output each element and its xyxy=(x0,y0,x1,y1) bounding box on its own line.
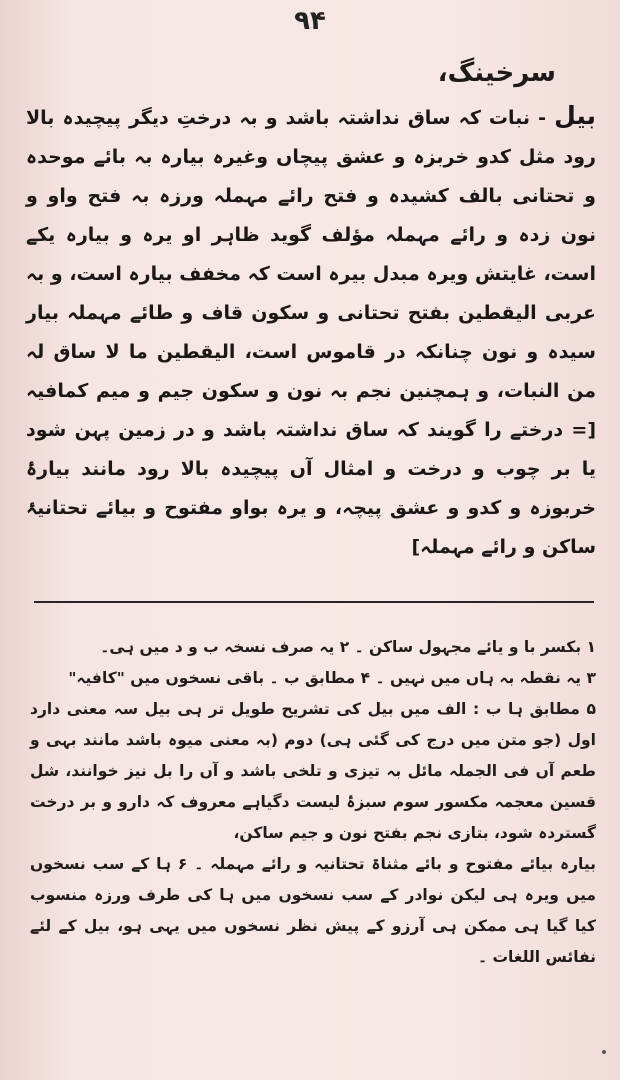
footnote-divider xyxy=(34,601,594,603)
footnote-line: ۱ بکسر با و یائے مجہول ساکن ۔ ۲ یہ صرف نسخہ ب و د میں ہی۔ xyxy=(100,638,596,656)
entry-text xyxy=(26,96,596,567)
entry-paragraph xyxy=(26,96,596,567)
page-speck xyxy=(602,1050,606,1054)
footnote-line: ۵ مطابق ہا ب : الف میں بیل کی تشریح طویل تر ہی بیل سہ معنی دارد اول (جو متن میں درج کی گئی ہی) دوم (بہ معنی میوہ باشد مانند بہی و طعم آں فی الجملہ مائل بہ تیزی و تلخی باشد و آں را بل نیز خوانند، شل قسین معجمہ مکسور سوم سبزۂ لیست دگیاہے معروف کہ دارو و بر درخت گستردہ شود، بتازی نجم بفتح نون و جیم ساکن، xyxy=(30,700,596,842)
entry-headword: بیل xyxy=(554,101,596,130)
footnotes xyxy=(30,632,596,973)
entry-body: - نبات کہ ساق نداشتہ باشد و بہ درختِ دیگر پیچیدہ بالا رود مثل کدو خربزہ و عشق پیچاں وغیرہ بیارہ بہ بائے موحدہ و تحتانی بالف کشیدہ و فتح رائے مہملہ ورزہ بہ فتح واو و نون زدہ و رائے مہملہ مؤلف گوید ظاہر او یرہ و بیارہ یکے است، غایتش ویرہ مبدل بیرہ است کہ مخفف بیارہ است، و بہ عربی الیقطین بفتح تحتانی و سکون قاف و طائے مہملہ بیار سیدہ و نون چنانکہ در قاموس است، الیقطین ما لا ساق لہ من النبات، و ہمچنین نجم بہ نون و سکون جیم و میم کمافیہ [= درختے را گویند کہ ساق نداشتہ باشد و در زمین پہن شود یا بر چوب و درخت و امثال آں پیچیدہ بالا رود مانند بیارۂ خربوزہ و کدو و عشق پیچہ، و یرہ بواو مفتوح و بیائے تحتانیۂ ساکن و رائے مہملہ] xyxy=(26,107,596,558)
page-number: ۹۴ xyxy=(294,6,326,36)
section-heading: سرخینگ، xyxy=(437,58,556,88)
footnote-line: ۳ یہ نقطہ بہ ہاں میں نہیں ۔ ۴ مطابق ب ۔ باقی نسخوں میں "کافیہ" xyxy=(68,669,596,687)
footnote-line: بیارہ بیائے مفتوح و بائے مثناۃ تحتانیہ و رائے مہملہ ۔ ۶ ہا کے سب نسخوں میں ویرہ ہی لیکن نوادر کے سب نسخوں میں ہا کی طرف ورزہ منسوب کیا گیا ہی ممکن ہی آرزو کے پیش نظر نسخوں میں یہی ہو، بیل کے لئے نفائس اللغات ۔ xyxy=(30,855,596,966)
